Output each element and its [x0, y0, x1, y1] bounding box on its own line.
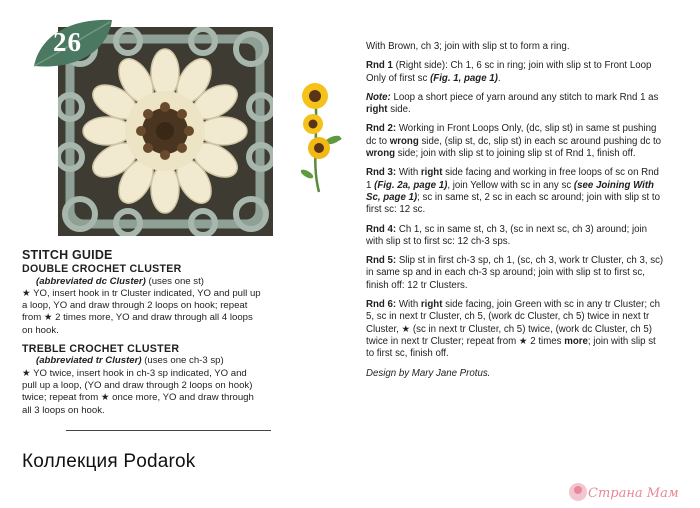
- rnd-3: Rnd 3: With right side facing and working in free loops of sc on Rnd 1 (Fig. 2a, page 1), join Yellow with sc in any sc (see Joining With Sc, page 1); sc in same st, 2 sc in each sc around; join with slip st to first sc: 12 sc.: [366, 167, 660, 216]
- sunflowers-decoration-icon: [293, 82, 345, 194]
- dc-cluster-line: ★ YO, insert hook in tr Cluster indicated, YO and pull up: [22, 287, 261, 299]
- collection-caption: Коллекция Podarok: [22, 451, 196, 472]
- dc-cluster-title: DOUBLE CROCHET CLUSTER: [22, 263, 182, 275]
- pattern-instructions: [366, 41, 666, 387]
- stitch-guide-heading: STITCH GUIDE: [22, 248, 113, 262]
- tr-cluster-line: pull up a loop, (YO and draw through 2 loops on hook): [22, 380, 253, 392]
- tr-cluster-abbrev: (abbreviated tr Cluster) (uses one ch-3 sp): [36, 355, 224, 367]
- divider: [66, 430, 271, 431]
- stitch-guide: [22, 248, 322, 417]
- tr-cluster-line: twice; repeat from ★ once more, YO and draw through: [22, 392, 254, 404]
- note: Note: Loop a short piece of yarn around any stitch to mark Rnd 1 as right side.: [366, 91, 659, 116]
- dc-cluster-abbrev: (abbreviated dc Cluster) (uses one st): [36, 275, 204, 287]
- designer-credit: Design by Mary Jane Protus.: [366, 367, 491, 379]
- watermark-text: Страна Мам: [588, 486, 679, 501]
- intro-text: With Brown, ch 3; join with slip st to form a ring.: [366, 41, 570, 52]
- dc-cluster-line: a loop, YO and draw through 2 loops on hook; repeat: [22, 300, 248, 312]
- rnd-1: Rnd 1 (Right side): Ch 1, 6 sc in ring; join with slip st to Front Loop Only of first sc (Fig. 1, page 1).: [366, 60, 652, 84]
- watermark-logo-icon: [567, 481, 589, 503]
- dc-cluster-line: from ★ 2 times more, YO and draw through all 4 loops: [22, 312, 253, 324]
- tr-cluster-line: all 3 loops on hook.: [22, 404, 105, 416]
- rnd-5: Rnd 5: Slip st in first ch-3 sp, ch 1, (sc, ch 3, work tr Cluster, ch 3, sc) in same sp and in each ch-3 sp around; join with slip st to first sc, finish off: 12 tr Clusters.: [366, 255, 664, 291]
- rnd-2: Rnd 2: Working in Front Loops Only, (dc, slip st) in same st pushing dc to wrong side, (slip st, dc, slip st) in each sc around pushing dc to wrong side; join with slip st to joining slip st of Rnd 1, finish off.: [366, 123, 662, 160]
- rnd-6: Rnd 6: With right side facing, join Green with sc in any tr Cluster; ch 5, sc in next tr Cluster, ch 5, (work dc Cluster, ch 5) twice in next tr Cluster, ★ (sc in next tr Cluster, ch 5) twice, (work dc Cluster, ch 5) twice in next tr Cluster; repeat from ★ 2 times more; join with slip st to first sc, finish off.: [366, 299, 660, 360]
- tr-cluster-title: TREBLE CROCHET CLUSTER: [22, 342, 180, 355]
- page-number: 26: [53, 27, 82, 57]
- dc-cluster-line: on hook.: [22, 324, 59, 336]
- tr-cluster-line: ★ YO twice, insert hook in ch-3 sp indicated, YO and: [22, 367, 247, 379]
- rnd-4: Rnd 4: Ch 1, sc in same st, ch 3, (sc in next sc, ch 3) around; join with slip st to first sc: 12 ch-3 sps.: [366, 223, 648, 247]
